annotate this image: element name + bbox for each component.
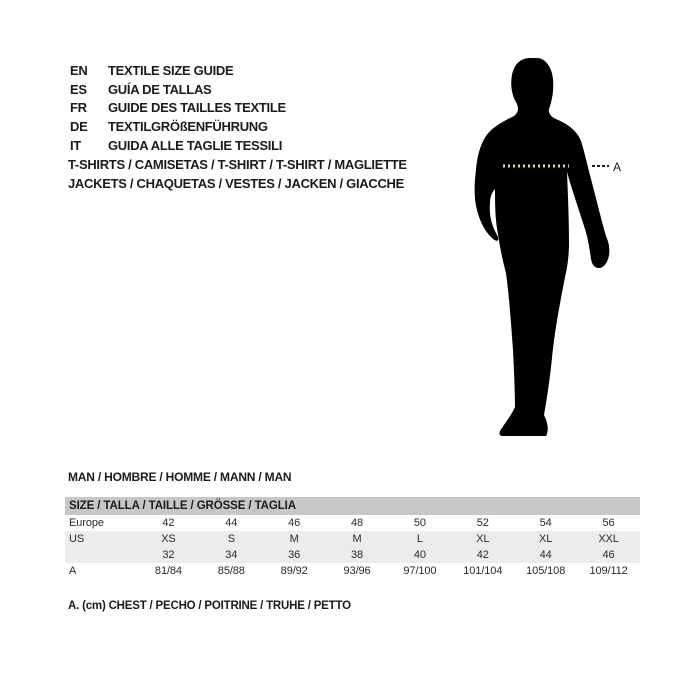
size-cell: 101/104 — [463, 565, 503, 577]
size-cell: M — [352, 533, 362, 545]
size-table-header: SIZE / TALLA / TAILLE / GRÖSSE / TAGLIA — [65, 497, 640, 515]
language-code: DE — [70, 119, 88, 135]
size-cell: 42 — [162, 517, 175, 529]
category-line-jackets: JACKETS / CHAQUETAS / VESTES / JACKEN / GIACCHE — [68, 175, 404, 191]
language-title: GUIDA ALLE TAGLIE TESSILI — [108, 137, 283, 153]
size-cell: 42 — [476, 549, 489, 561]
size-cell: 44 — [539, 549, 552, 561]
measurement-footnote: A. (cm) CHEST / PECHO / POITRINE / TRUHE / PETTO — [68, 600, 351, 612]
size-cell: 38 — [351, 549, 364, 561]
size-cell: L — [416, 533, 423, 545]
size-cell: 46 — [288, 517, 301, 529]
language-row — [70, 81, 286, 100]
language-title: TEXTILE SIZE GUIDE — [108, 63, 234, 78]
size-cell: 36 — [288, 549, 301, 561]
size-cell: XL — [476, 533, 490, 545]
language-code: IT — [70, 137, 81, 153]
size-cell: 48 — [351, 517, 364, 529]
size-table — [65, 497, 640, 579]
section-title-man: MAN / HOMBRE / HOMME / MANN / MAN — [68, 470, 292, 484]
language-code: FR — [70, 100, 87, 116]
size-table-body — [65, 515, 640, 579]
size-cell: XS — [161, 533, 176, 545]
size-cell: XXL — [598, 533, 619, 545]
language-row — [70, 137, 286, 156]
size-table-row — [65, 547, 640, 563]
language-row — [70, 118, 286, 137]
size-row-label: US — [69, 533, 85, 545]
chest-measure-label: A — [613, 160, 622, 174]
category-line-tshirts: T-SHIRTS / CAMISETAS / T-SHIRT / T-SHIRT / MAGLIETTE — [68, 157, 407, 172]
language-code: EN — [70, 63, 88, 78]
size-table-row — [65, 563, 640, 579]
size-row-label: Europe — [69, 517, 104, 529]
size-cell: M — [289, 533, 299, 545]
size-row-label — [65, 547, 137, 563]
size-cell: 46 — [602, 549, 615, 561]
size-cell: S — [227, 533, 235, 545]
size-table-row — [65, 531, 640, 547]
size-cell: 50 — [413, 517, 426, 529]
size-cell: 54 — [539, 517, 552, 529]
size-cell: 89/92 — [280, 565, 308, 577]
man-silhouette-path — [475, 58, 610, 436]
size-cell: 81/84 — [154, 565, 182, 577]
language-row — [70, 62, 286, 81]
category-lines — [68, 156, 407, 193]
man-silhouette-figure — [470, 50, 640, 445]
size-cell: 34 — [225, 549, 238, 561]
language-title: TEXTILGRÖßENFÜHRUNG — [108, 119, 268, 135]
size-cell: 32 — [162, 549, 175, 561]
language-title: GUIDE DES TAILLES TEXTILE — [108, 100, 286, 116]
size-table-row — [65, 515, 640, 531]
size-cell: 109/112 — [589, 565, 628, 577]
size-cell: 44 — [225, 517, 238, 529]
size-cell: 97/100 — [403, 565, 437, 577]
size-cell: 105/108 — [526, 565, 566, 577]
language-title: GUÍA DE TALLAS — [108, 81, 212, 97]
size-cell: 52 — [476, 517, 489, 529]
size-row-label: A — [69, 565, 77, 577]
size-cell: 40 — [413, 549, 426, 561]
language-code: ES — [70, 81, 87, 97]
language-list — [70, 62, 286, 155]
size-cell: 93/96 — [343, 565, 371, 577]
size-cell: 56 — [602, 517, 615, 529]
size-cell: XL — [539, 533, 553, 545]
size-cell: 85/88 — [217, 565, 245, 577]
language-row — [70, 99, 286, 118]
